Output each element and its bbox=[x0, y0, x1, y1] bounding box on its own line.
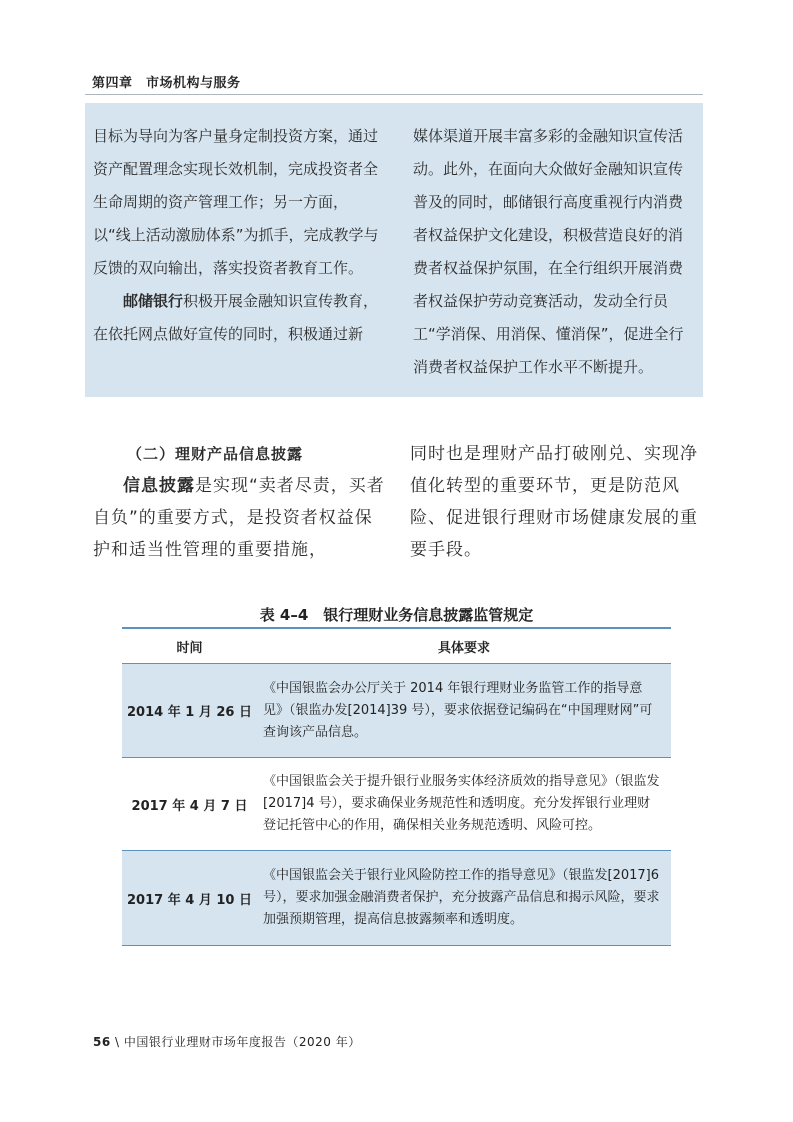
chapter-title: 第四章 市场机构与服务 bbox=[92, 76, 241, 91]
section-paragraph-2: 同时也是理财产品打破刚兑、实现净值化转型的重要环节，更是防范风险、促进银行理财市场健康发展的重要手段。 bbox=[410, 444, 698, 560]
regulation-table bbox=[122, 627, 671, 946]
table-row bbox=[122, 758, 671, 851]
section-paragraph-1 bbox=[93, 470, 385, 566]
section-heading: （二）理财产品信息披露 bbox=[127, 445, 304, 463]
section-paragraph-1-text: 是实现“卖者尽责，买者自负”的重要方式，是投资者权益保护和适当性管理的重要措施， bbox=[93, 476, 385, 560]
table-header-row bbox=[122, 628, 671, 664]
page-footer bbox=[93, 1033, 361, 1050]
bank-name-bold: 邮储银行 bbox=[123, 292, 184, 310]
page-number: 56 bbox=[93, 1035, 111, 1049]
table-title: 表 4–4 银行理财业务信息披露监管规定 bbox=[259, 606, 534, 624]
row-date: 2017 年 4 月 7 日 bbox=[122, 758, 257, 851]
main-right-column bbox=[410, 438, 702, 566]
box-left-paragraph-2-text: 积极开展金融知识宣传教育，在依托网点做好宣传的同时，积极通过新 bbox=[93, 292, 379, 343]
box-left-column bbox=[93, 120, 383, 351]
row-requirement: 《中国银监会办公厅关于 2014 年银行理财业务监管工作的指导意见》（银监办发[2014]39 号），要求依据登记编码在“中国理财网”可查询该产品信息。 bbox=[257, 664, 671, 758]
box-left-paragraph-2 bbox=[93, 285, 383, 351]
term-bold: 信息披露 bbox=[123, 476, 195, 496]
row-requirement: 《中国银监会关于银行业风险防控工作的指导意见》（银监发[2017]6 号），要求加强金融消费者保护，充分披露产品信息和揭示风险，要求加强预期管理，提高信息披露频率和透明度。 bbox=[257, 851, 671, 946]
table-row bbox=[122, 851, 671, 946]
header-divider bbox=[85, 94, 703, 95]
row-date: 2017 年 4 月 10 日 bbox=[122, 851, 257, 946]
box-left-paragraph-1: 目标为导向为客户量身定制投资方案，通过资产配置理念实现长效机制，完成投资者全生命周期的资产管理工作；另一方面，以“线上活动激励体系”为抓手，完成教学与反馈的双向输出，落实投资者教育工作。 bbox=[93, 127, 379, 277]
footer-separator: \ bbox=[115, 1035, 120, 1049]
main-left-column bbox=[93, 438, 385, 566]
column-header-requirement: 具体要求 bbox=[257, 628, 671, 664]
row-date: 2014 年 1 月 26 日 bbox=[122, 664, 257, 758]
box-right-column bbox=[413, 120, 695, 384]
row-requirement: 《中国银监会关于提升银行业服务实体经济质效的指导意见》（银监发[2017]4 号），要求确保业务规范性和透明度。充分发挥银行业理财登记托管中心的作用，确保相关业务规范透明、风险可控。 bbox=[257, 758, 671, 851]
box-right-paragraph-1: 媒体渠道开展丰富多彩的金融知识宣传活动。此外，在面向大众做好金融知识宣传普及的同时，邮储银行高度重视行内消费者权益保护文化建设，积极营造良好的消费者权益保护氛围，在全行组织开展消费者权益保护劳动竞赛活动，发动全行员工“学消保、用消保、懂消保”，促进全行消费者权益保护工作水平不断提升。 bbox=[413, 127, 684, 376]
table-row bbox=[122, 664, 671, 758]
report-title: 中国银行业理财市场年度报告（2020 年） bbox=[123, 1035, 361, 1049]
column-header-date: 时间 bbox=[122, 628, 257, 664]
